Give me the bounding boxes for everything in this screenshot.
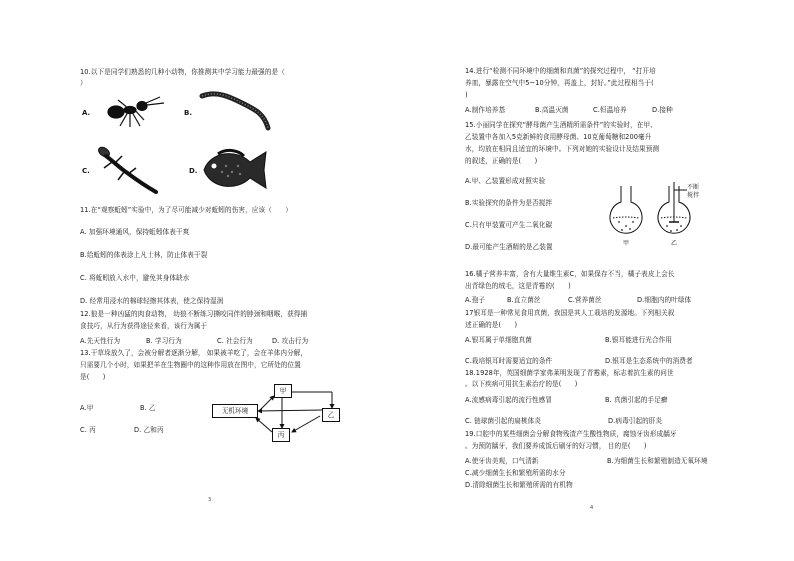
diagram-label-yi: 乙: [327, 411, 335, 419]
q19-option-b: B.为细菌生长和繁殖制造无氧环境: [607, 457, 708, 465]
q14-stem-line1: 14.进行“检测不同环境中的细菌和真菌”的探究过程中， “打开培: [465, 67, 656, 75]
q13-stem-line3: 是( ): [80, 373, 106, 381]
q19-stem-line1: 19.口腔中的某些细菌会分解食物残渣产生酸性物质，腐蚀牙齿形成龋牙: [465, 430, 677, 438]
q10-stem-line1: 10.以下是同学们熟悉的几种小动物，你推测其中学习能力最强的是（: [80, 68, 285, 76]
q12-option-b: B. 学习行为: [146, 337, 182, 345]
left-page-number: 3: [208, 497, 212, 503]
q16-option-c: C.营养菌丝: [568, 296, 602, 304]
q12-stem-line2: 食技巧，从行为获得途径来看，该行为属于: [80, 322, 208, 330]
q10-option-c-letter: C.: [82, 167, 90, 175]
diagram-label-bing: 丙: [277, 431, 285, 439]
q14-option-d: D.接种: [652, 106, 673, 114]
q18-option-a: A.流感病毒引起的流行性感冒: [465, 396, 553, 404]
q11-option-a: A. 加强环境通风，保持蚯蚓体表干爽: [80, 228, 190, 236]
q10-stem-line2: ）: [80, 79, 87, 87]
q16-option-a: A.孢子: [465, 296, 486, 304]
q16-stem-line1: 16.橘子营养丰富，含有大量维生素C，如果保存不当，橘子表皮上会长: [465, 270, 675, 278]
earthworm-picture: [198, 88, 278, 136]
q19-option-d: D.清除细菌生长和繁殖所需的有机物: [465, 481, 573, 489]
yeast-apparatus-figure: [597, 182, 707, 248]
q10-option-b-letter: B.: [184, 109, 192, 117]
q16-option-b: B.直立菌丝: [507, 296, 541, 304]
apparatus-label-yi: 乙: [671, 240, 678, 247]
fish-picture: [200, 144, 270, 196]
q12-stem-line1: 12.狼是一种凶猛的肉食动物， 幼狼不断练习撕咬同伴的脖颈和咽喉，获得捕: [80, 310, 308, 318]
lizard-picture: [94, 142, 160, 196]
q18-option-c: C. 链球菌引起的扁桃体炎: [465, 417, 542, 425]
q15-option-d: D.最可能产生酒精的是乙装置: [465, 243, 553, 251]
q12-option-a: A.先天性行为: [80, 337, 121, 345]
ecosystem-diagram: [210, 380, 360, 446]
q17-option-b: B.银耳能进行光合作用: [605, 336, 673, 344]
ant-picture: [100, 94, 170, 130]
q13-stem-line2: 只需要几个小时，如果把羊在生物圈中的这种作用放在图中，它所处的位置: [80, 361, 301, 369]
q17-option-c: C.栽培银耳时需要适宜的条件: [465, 357, 553, 365]
q17-stem-line2: 述正确的是( ): [465, 321, 518, 329]
q15-option-a: A.甲、乙装置形成对照实验: [465, 177, 546, 185]
q14-stem-line2: 养皿，暴露在空气中5~10分钟，再盖上，封好。”此过程相当于(: [465, 79, 654, 87]
apparatus-label-jia: 甲: [623, 240, 630, 247]
q17-option-a: A.银耳属于单细胞真菌: [465, 336, 532, 344]
q14-stem-line3: ): [465, 91, 468, 99]
q14-option-c: C.恒温培养: [593, 106, 627, 114]
q14-option-b: B.高温灭菌: [535, 106, 569, 114]
right-page: [397, 0, 794, 561]
diagram-label-inorganic-environment: 无机环境: [221, 407, 249, 415]
q17-stem-line1: 17银耳是一种常见食用真菌，我国是其人工栽培的发源地。下列相关叙: [465, 309, 675, 317]
q10-option-d-letter: D.: [189, 167, 198, 175]
q15-stem-line4: 的叙述，正确的是( ): [465, 157, 538, 165]
apparatus-annotation-line2: 搅拌: [687, 192, 700, 199]
q13-option-a: A.甲: [80, 404, 94, 412]
diagram-box-inorganic-environment: [212, 404, 258, 418]
q15-stem-line1: 15.小丽同学在探究“酵母菌产生酒精所需条件”的实验时，在甲、: [465, 121, 657, 129]
diagram-box-jia: [274, 384, 292, 398]
q13-stem-line1: 13.干草垛放久了，会被分解者逐渐分解， 如果被羊吃了，会在羊体内分解，: [80, 349, 308, 357]
q15-stem-line3: 水，均放在相同且适宜的环境中。下列对她的实验设计及结果预测: [465, 145, 660, 153]
q15-stem-line2: 乙装置中各加入5克新鲜的食用酵母菌、10克葡萄糖和200毫升: [465, 133, 652, 141]
q19-stem-line2: 。为预防龋牙，我们要养成饭后刷牙的好习惯， 目的是( ): [465, 442, 647, 450]
q13-option-b: B. 乙: [140, 404, 156, 412]
diagram-label-jia: 甲: [279, 387, 287, 395]
q19-option-c: C.减少细菌生长和繁殖所需的水分: [465, 469, 566, 477]
q16-option-d: D.细胞内的叶绿体: [637, 296, 692, 304]
q18-stem-line2: 。以下疾病可用抗生素治疗的是( ): [465, 380, 578, 388]
q12-option-c: C. 社会行为: [217, 337, 253, 345]
q11-stem: 11.在“观察蚯蚓”实验中，为了尽可能减少对蚯蚓的伤害，应该（ ）: [80, 206, 292, 214]
q11-option-c: C. 将蚯蚓放入水中，避免其身体缺水: [80, 274, 190, 282]
diagram-box-bing: [272, 428, 290, 442]
apparatus-annotation-line1: 不断: [687, 184, 700, 191]
q10-option-a-letter: A.: [82, 109, 91, 117]
q13-option-c: C. 丙: [80, 426, 96, 434]
q18-option-d: D.病毒引起的肝炎: [608, 417, 663, 425]
q12-option-d: D. 攻击行为: [272, 337, 309, 345]
q14-option-a: A.制作培养基: [465, 106, 506, 114]
q11-option-b: B.给蚯蚓的体表涂上凡士林，防止体表干裂: [80, 251, 208, 259]
q16-stem-line2: 出青绿色的绒毛，这是青霉的( ): [465, 282, 571, 290]
q11-option-d: D. 经常用浸水的棉球轻擦其体表，使之保持湿润: [80, 297, 224, 305]
diagram-box-yi: [322, 408, 340, 422]
q13-option-d: D. 乙和丙: [134, 426, 164, 434]
q15-option-c: C.只有甲装置可产生二氧化碳: [465, 221, 553, 229]
right-page-number: 4: [590, 505, 594, 511]
q18-option-b: B. 真菌引起的手足癣: [605, 396, 668, 404]
q17-option-d: D.银耳是生态系统中的消费者: [605, 357, 693, 365]
q19-option-a: A.使牙齿美观，口气清新: [465, 457, 539, 465]
q18-stem-line1: 18.1928年，英国细菌学家弗莱明发现了青霉素，标志着抗生素的问世: [465, 369, 674, 377]
q15-option-b: B.实验探究的条件为是否搅拌: [465, 199, 553, 207]
